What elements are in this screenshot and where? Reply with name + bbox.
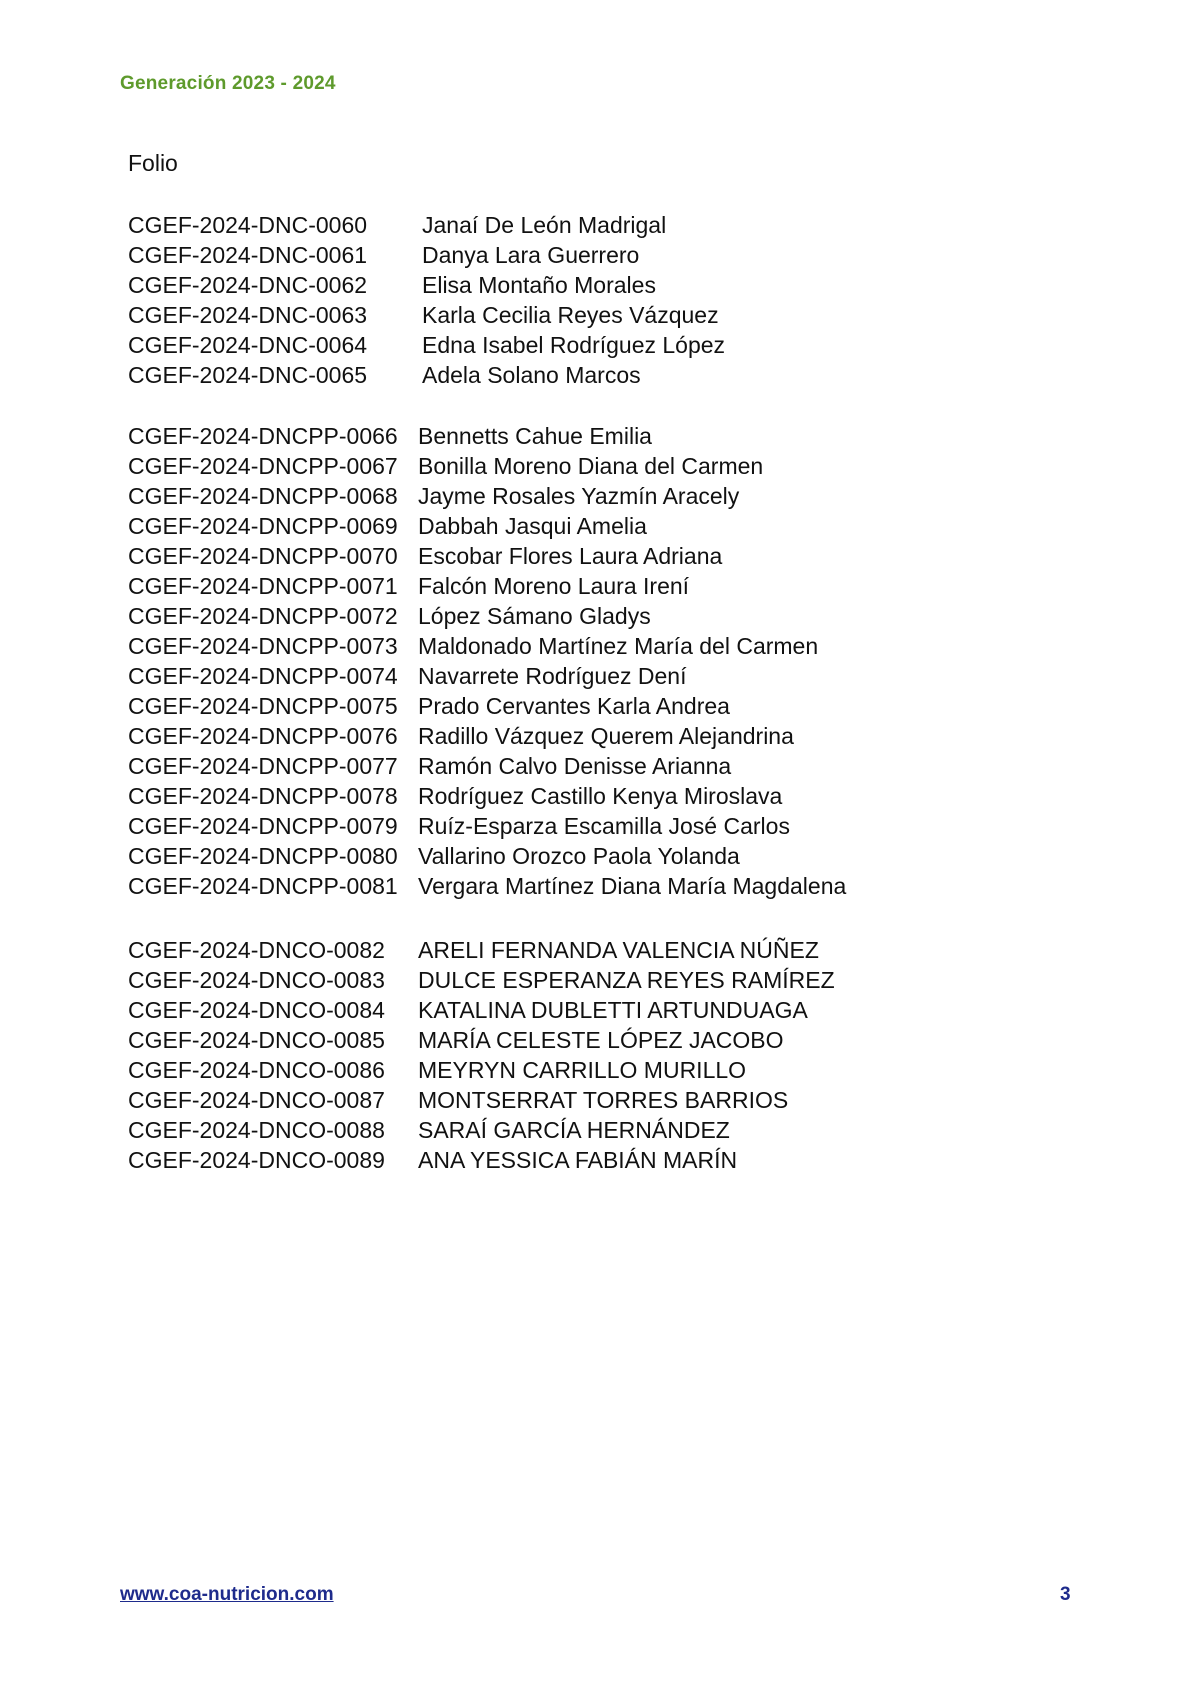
participant-name: MEYRYN CARRILLO MURILLO [418,1057,747,1083]
list-item [128,1055,835,1085]
list-item [128,451,846,481]
folio-code: CGEF-2024-DNCO-0085 [128,1027,385,1053]
list-item [128,631,846,661]
participant-name: Vallarino Orozco Paola Yolanda [418,843,740,869]
folio-code: CGEF-2024-DNCO-0083 [128,967,385,993]
folio-code: CGEF-2024-DNCPP-0072 [128,603,398,629]
folio-code: CGEF-2024-DNC-0060 [128,212,368,238]
folio-code: CGEF-2024-DNCO-0087 [128,1087,385,1113]
participant-name: López Sámano Gladys [418,603,651,629]
list-item [128,751,846,781]
participant-name: Edna Isabel Rodríguez López [422,332,726,358]
participant-name: ANA YESSICA FABIÁN MARÍN [418,1147,738,1173]
folio-code: CGEF-2024-DNCPP-0078 [128,783,398,809]
list-item [128,300,725,330]
folio-code: CGEF-2024-DNCO-0088 [128,1117,385,1143]
folio-code: CGEF-2024-DNCPP-0074 [128,663,398,689]
folio-group-dnc [128,210,725,390]
list-item [128,781,846,811]
participant-name: Janaí De León Madrigal [422,212,667,238]
participant-name: Elisa Montaño Morales [422,272,656,298]
list-item [128,871,846,901]
folio-code: CGEF-2024-DNCPP-0079 [128,813,398,839]
folio-code: CGEF-2024-DNCPP-0070 [128,543,398,569]
folio-column-label: Folio [128,150,178,176]
participant-name: Karla Cecilia Reyes Vázquez [422,302,719,328]
list-item [128,210,725,240]
participant-name: Ramón Calvo Denisse Arianna [418,753,732,779]
participant-name: SARAÍ GARCÍA HERNÁNDEZ [418,1117,730,1143]
participant-name: Jayme Rosales Yazmín Aracely [418,483,740,509]
participant-name: Bennetts Cahue Emilia [418,423,652,449]
participant-name: MONTSERRAT TORRES BARRIOS [418,1087,789,1113]
list-item [128,330,725,360]
folio-code: CGEF-2024-DNCPP-0066 [128,423,398,449]
list-item [128,995,835,1025]
list-item [128,601,846,631]
list-item [128,571,846,601]
participant-name: Dabbah Jasqui Amelia [418,513,647,539]
list-item [128,511,846,541]
participant-name: Falcón Moreno Laura Irení [418,573,690,599]
participant-name: Bonilla Moreno Diana del Carmen [418,453,764,479]
participant-name: KATALINA DUBLETTI ARTUNDUAGA [418,997,808,1023]
folio-code: CGEF-2024-DNCPP-0067 [128,453,398,479]
folio-code: CGEF-2024-DNCPP-0068 [128,483,398,509]
participant-name: Prado Cervantes Karla Andrea [418,693,730,719]
list-item [128,1145,835,1175]
footer-website-link[interactable]: www.coa-nutricion.com [120,1584,334,1605]
list-item [128,661,846,691]
list-item [128,481,846,511]
folio-code: CGEF-2024-DNCO-0084 [128,997,385,1023]
list-item [128,811,846,841]
participant-name: Adela Solano Marcos [422,362,641,388]
folio-code: CGEF-2024-DNCPP-0077 [128,753,398,779]
folio-code: CGEF-2024-DNC-0064 [128,332,368,358]
folio-code: CGEF-2024-DNCPP-0081 [128,873,398,899]
page-number: 3 [1060,1584,1071,1605]
list-item [128,965,835,995]
folio-code: CGEF-2024-DNC-0062 [128,272,368,298]
folio-code: CGEF-2024-DNCPP-0071 [128,573,398,599]
participant-name: Radillo Vázquez Querem Alejandrina [418,723,794,749]
list-item [128,360,725,390]
participant-name: Rodríguez Castillo Kenya Miroslava [418,783,783,809]
folio-code: CGEF-2024-DNCPP-0073 [128,633,398,659]
participant-name: Navarrete Rodríguez Dení [418,663,687,689]
list-item [128,240,725,270]
folio-code: CGEF-2024-DNC-0061 [128,242,368,268]
folio-code: CGEF-2024-DNCPP-0069 [128,513,398,539]
participant-name: Escobar Flores Laura Adriana [418,543,723,569]
participant-name: Maldonado Martínez María del Carmen [418,633,819,659]
folio-code: CGEF-2024-DNCO-0082 [128,937,385,963]
folio-code: CGEF-2024-DNCPP-0076 [128,723,398,749]
list-item [128,1025,835,1055]
list-item [128,935,835,965]
participant-name: MARÍA CELESTE LÓPEZ JACOBO [418,1027,784,1053]
participant-name: DULCE ESPERANZA REYES RAMÍREZ [418,967,835,993]
list-item [128,541,846,571]
list-item [128,1115,835,1145]
folio-code: CGEF-2024-DNCO-0089 [128,1147,385,1173]
folio-code: CGEF-2024-DNC-0065 [128,362,368,388]
list-item [128,270,725,300]
list-item [128,1085,835,1115]
participant-name: Vergara Martínez Diana María Magdalena [418,873,847,899]
folio-code: CGEF-2024-DNCPP-0075 [128,693,398,719]
list-item [128,721,846,751]
page-header-title: Generación 2023 - 2024 [120,73,336,94]
folio-group-dnco [128,935,835,1175]
folio-code: CGEF-2024-DNCPP-0080 [128,843,398,869]
list-item [128,691,846,721]
participant-name: Danya Lara Guerrero [422,242,640,268]
list-item [128,421,846,451]
folio-code: CGEF-2024-DNC-0063 [128,302,368,328]
list-item [128,841,846,871]
participant-name: Ruíz-Esparza Escamilla José Carlos [418,813,790,839]
participant-name: ARELI FERNANDA VALENCIA NÚÑEZ [418,937,819,963]
folio-group-dncpp [128,421,846,901]
folio-code: CGEF-2024-DNCO-0086 [128,1057,385,1083]
